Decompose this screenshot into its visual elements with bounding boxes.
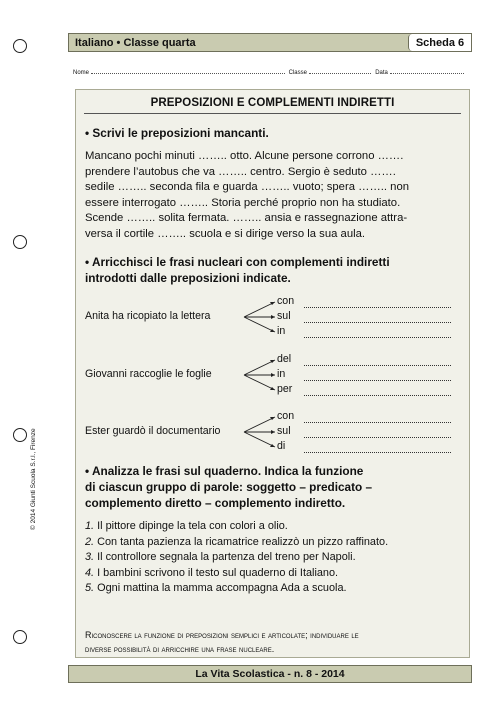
list-item: 3. Il controllore segnala la partenza del treno per Napoli. bbox=[85, 551, 356, 564]
exercise-1-line: prendere l’autobus che va …….. centro. Sergio è seduto ……. bbox=[85, 165, 396, 178]
name-label: Nome bbox=[73, 70, 90, 76]
worksheet-header bbox=[68, 33, 472, 52]
arrow-icon bbox=[244, 417, 275, 447]
preposition-label: sul bbox=[277, 425, 291, 437]
name-field[interactable] bbox=[91, 67, 285, 74]
worksheet-title: PREPOSIZIONI E COMPLEMENTI INDIRETTI bbox=[150, 97, 395, 109]
preposition-label: in bbox=[277, 325, 286, 337]
exercise-3-instruction-line: di ciascun gruppo di parole: soggetto – predicato – bbox=[85, 480, 373, 494]
arrow-icon bbox=[244, 302, 275, 332]
answer-line[interactable] bbox=[304, 421, 451, 423]
preposition-label: sul bbox=[277, 310, 291, 322]
list-item: 5. Ogni mattina la mamma accompagna Ada a scuola. bbox=[85, 582, 347, 595]
class-field[interactable] bbox=[309, 67, 371, 74]
preposition-label: con bbox=[277, 410, 295, 422]
answer-line[interactable] bbox=[304, 364, 451, 366]
exercise-2-instruction-line: • Arricchisci le frasi nucleari con complementi indiretti bbox=[85, 255, 390, 269]
answer-line[interactable] bbox=[304, 379, 451, 381]
preposition-label: con bbox=[277, 295, 295, 307]
objective-line: Riconoscere la funzione di preposizioni semplici e articolate; individuare le bbox=[85, 630, 359, 640]
binder-hole-upper-middle bbox=[13, 235, 27, 249]
binder-hole-bottom bbox=[13, 630, 27, 644]
learning-objectives bbox=[85, 628, 465, 656]
answer-line[interactable] bbox=[304, 306, 451, 308]
arrow-icon bbox=[244, 360, 275, 390]
exercise-2-instruction-line: introdotti dalle preposizioni indicate. bbox=[85, 271, 291, 285]
list-item: 1. Il pittore dipinge la tela con colori a olio. bbox=[85, 520, 288, 532]
nuclear-sentence-1: Anita ha ricopiato la lettera bbox=[85, 310, 211, 322]
answer-line[interactable] bbox=[304, 436, 451, 438]
list-item: 4. I bambini scrivono il testo sul quaderno di Italiano. bbox=[85, 566, 339, 579]
objective-line: diverse possibilità di arricchire una frase nucleare. bbox=[85, 644, 275, 654]
exercise-3-instruction-line: • Analizza le frasi sul quaderno. Indica la funzione bbox=[85, 464, 364, 478]
preposition-label: per bbox=[277, 383, 293, 395]
publication-footer: La Vita Scolastica - n. 8 - 2014 bbox=[68, 665, 472, 683]
exercise-3-sentence-list bbox=[85, 519, 465, 597]
exercise-1-line: sedile …….. seconda fila e guarda …….. vuoto; spera …….. non bbox=[85, 181, 410, 193]
answer-line[interactable] bbox=[304, 394, 451, 396]
preposition-label: del bbox=[277, 353, 292, 365]
date-label: Data bbox=[375, 70, 388, 76]
list-item: 2. Con tanta pazienza la ricamatrice realizzò un pizzo raffinato. bbox=[85, 535, 389, 548]
exercise-panel bbox=[75, 89, 470, 658]
exercise-3-instruction bbox=[85, 463, 465, 511]
copyright-notice: © 2014 Giunti Scuola S.r.l., Firenze bbox=[30, 428, 37, 530]
date-field[interactable] bbox=[390, 67, 464, 74]
preposition-label: di bbox=[277, 440, 286, 452]
nuclear-sentence-3: Ester guardò il documentario bbox=[85, 425, 221, 437]
exercise-3-instruction-line: complemento diretto – complemento indiretto. bbox=[85, 496, 346, 510]
exercise-1-line: essere interrogato …….. Storia perché proprio non ha studiato. bbox=[85, 196, 401, 209]
exercise-1-line: Scende …….. solita fermata. …….. ansia e rassegnazione attra- bbox=[85, 212, 408, 224]
student-info-row bbox=[73, 67, 468, 76]
class-label: Classe bbox=[288, 70, 307, 76]
binder-hole-top bbox=[13, 39, 27, 53]
exercise-1-instruction: • Scrivi le preposizioni mancanti. bbox=[85, 126, 269, 140]
subject-class-label: Italiano • Classe quarta bbox=[75, 36, 196, 49]
answer-line[interactable] bbox=[304, 336, 451, 338]
answer-line[interactable] bbox=[304, 321, 451, 323]
binder-hole-lower-middle bbox=[13, 428, 27, 442]
answer-line[interactable] bbox=[304, 451, 451, 453]
scheda-number-tab: Scheda 6 bbox=[408, 34, 471, 51]
exercise-1-line: versa il cortile …….. scuola e si dirige verso la sua aula. bbox=[85, 227, 366, 240]
preposition-label: in bbox=[277, 368, 286, 380]
nuclear-sentence-2: Giovanni raccoglie le foglie bbox=[85, 368, 212, 380]
exercise-1-line: Mancano pochi minuti …….. otto. Alcune persone corrono ……. bbox=[85, 150, 404, 162]
